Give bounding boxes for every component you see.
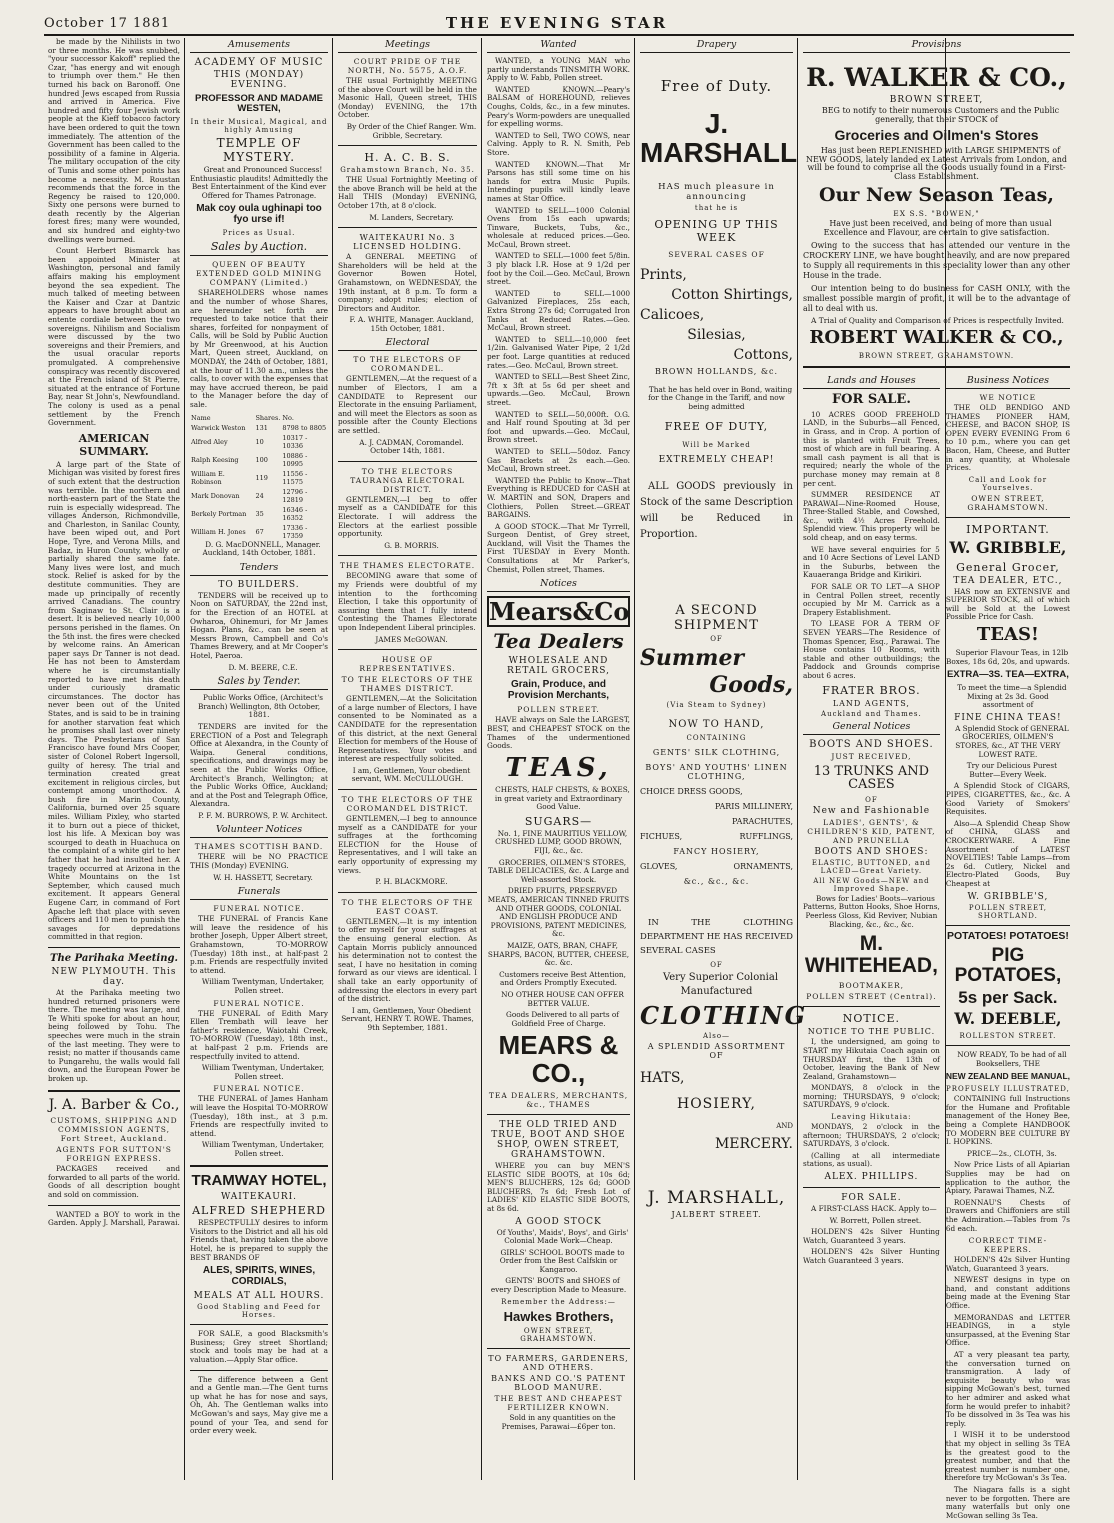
wanted-ad: WANTED KNOWN.—Peary's BALSAM of HOREHOUND, relieves Coughs, Colds, &c., in a few minutes. Peary's Worm-powders are unequalled for expelling worms.: [487, 84, 630, 129]
important: IMPORTANT.: [966, 522, 1050, 536]
pollen-central: POLLEN STREET (Central).: [806, 992, 937, 1002]
ex: EX S.S. "BOWEN,": [893, 209, 980, 219]
academy-night: THIS (MONDAY) EVENING.: [213, 70, 305, 90]
item: BOYS' AND YOUTHS' LINEN CLOTHING,: [645, 762, 788, 781]
intention: Our intention being to do business for CASH ONLY, with the smallest possible margin of profit, it will be to the advantage of all to deal with us.: [803, 283, 1070, 313]
thames-electorate: THE THAMES ELECTORATE.: [339, 561, 476, 571]
coach: I, the undersigned, am going to START my Hikutaia Coach again on THURSDAY first, the 13th of October, leaving the Bank of New Zealand, Grahamstown—: [803, 1037, 940, 1081]
good-stock: A GOOD STOCK: [515, 1216, 602, 1227]
house: HOUSE OF REPRESENTATIVES.: [359, 655, 456, 674]
calling: (Calling at all intermediate stations, as usual).: [803, 1150, 940, 1169]
wanted-ad: WANTED to SELL—Best Sheet Zinc, 7ft x 3ft at 5s 6d per sheet and upwards.—Geo. McCaul, Brown street.: [487, 372, 630, 407]
meals: MEALS AT ALL HOURS.: [193, 1291, 325, 1302]
funeral-sig: William Twentyman, Undertaker, Pollen street.: [201, 1140, 325, 1158]
item: CHOICE DRESS GOODS,: [640, 786, 743, 796]
court: COURT PRIDE OF THE NORTH, No. 5575, A.O.F.: [347, 57, 468, 75]
temple: TEMPLE OF MYSTERY.: [216, 135, 302, 164]
chests: CHESTS, HALF CHESTS, & BOXES, in great variety and Extraordinary Good Value.: [494, 785, 630, 812]
column-rule: [332, 38, 333, 1480]
news-text: Count Herbert Bismarck has been appointed Minister at Washington, personal and family affairs making his employment beyond the sea expedient. The much talked of meeting between the Kaiser and Czar at Dantzic appears to have brought about an entente cordiale between the two sovereigns. Nihilism and Socialism were discussed by the two sovereigns and their Premiers, and the usual oracular reports promulgated. A comprehensive conspiracy was recently discovered at the French island of St Pierre, situated at the entrance of Fortune Bay, near St John's, Newfoundland. The colony is used as a penal settlement by the French Government.: [48, 246, 180, 428]
notice: NOTICE.: [842, 1012, 901, 1026]
holdens3: HOLDEN'S 42s Silver Hunting Watch, Guaranteed 3 years.: [945, 1255, 1070, 1273]
mercery: MERCERY.: [714, 1135, 793, 1152]
band-text: THERE will be NO PRACTICE THIS (Monday) EVENING.: [190, 852, 328, 871]
table-row: Berkely Portman 35 16346 - 16352: [191, 505, 308, 522]
waitekauri-sig: F. A. WHITE, Manager. Auckland, 15th October, 1881.: [349, 315, 474, 333]
maize: MAIZE, OATS, BRAN, CHAFF, SHARPS, BACON, BUTTER, CHEESE, &c. &c.: [487, 941, 630, 968]
thames2-text: GENTLEMEN,—At the Solicitation of a large number of Electors, I have consented to be Nominated as a CANDIDATE for the representation of this district, at the next General Election for members of the House of Representatives. Your votes and interest are respectfully solicited.: [338, 694, 477, 764]
section-funerals: Funerals: [190, 885, 328, 900]
column-rule: [797, 38, 798, 1480]
news-text: be made by the Nihilists in two or three months. He was snubbed, "your successor Kakoff" replied the Czar, "has energy and wit enough to triumph over them." He then turned his back on Baronoff. One hundred Jews escaped from Russia and arrived in America. Five hundred and fifty four Jewish work people at the Kieff tobacco factory have been ordered to quit the town immediately. The attention of the Government has been called to the possibility of a famine in Algeria. The military occupation of the city of Tunis and some other points has become a necessity. M. Roustan recommends that the force in the Regency be raised to 120,000. Sixty one persons were burned to death recently by the Algerian forest fires; many were wounded, and six hundred and eighty-two dwellings were burned.: [48, 37, 180, 244]
grahamstown-branch: Grahamstown Branch, No. 35.: [340, 166, 475, 175]
prices: Prices as Usual.: [222, 229, 296, 238]
pwo: Public Works Office, (Architect's Branch) Wellington, 8th October, 1881.: [197, 693, 323, 720]
superior: Superior Flavour Teas, in 12lb Boxes, 18s 6d, 20s, and upwards.: [946, 647, 1070, 666]
column-4: [483, 38, 634, 1486]
rolleston: ROLLESTON STREET.: [959, 1032, 1057, 1041]
cheap: EXTREMELY CHEAP!: [658, 454, 775, 465]
section-amusements: Amusements: [190, 38, 328, 53]
thames-sig: JAMES McGOWAN.: [375, 634, 448, 644]
leaving: Leaving Hikutaia:: [831, 1113, 912, 1122]
item: PARIS MILLINERY,: [714, 801, 793, 811]
best-fert: THE BEST AND CHEAPEST FERTILIZER KNOWN.: [494, 1394, 623, 1413]
success: Great and Pronounced Success! Enthusiastic plaudits! Admittedly the Best Entertainment of the Kind ever Offered for Thames Patronage.: [190, 164, 328, 200]
marshall: J. MARSHALL: [640, 108, 798, 169]
pig: PIG POTATOES,: [954, 944, 1062, 986]
section-volunteer: Volunteer Notices: [190, 823, 328, 838]
owing: Owing to the success that has attended our venture in the CROCKERY LINE, we have bought heavily, and are now prepared to Supply all requirements in this speciality lower than any other House in the trade.: [803, 240, 1070, 280]
stabling: Good Stabling and Feed for Horses.: [197, 1303, 321, 1320]
sugars-list: No. 1, FINE MAURITIUS YELLOW, CRUSHED LUMP, GOOD BROWN, FIJI, &c., &c.: [495, 828, 628, 856]
funeral-sig: William Twentyman, Undertaker, Pollen street.: [201, 977, 325, 995]
east: TO THE ELECTORS OF THE EAST COAST.: [341, 897, 474, 916]
wish: I WISH it to be understood that my object in selling 3s TEA is the greatest good to the greatest number, and that the greatest number is number one, therefore try McGowan's 3s Tea.: [945, 1430, 1070, 1483]
section-sales-tender: Sales by Tender.: [190, 675, 328, 690]
funeral-sig: William Twentyman, Undertaker, Pollen street.: [201, 1063, 325, 1081]
via: (Via Steam to Sydney): [666, 700, 767, 709]
glass: Also—A Splendid Cheap Show of CHINA, GLASS and CROCKERYWARE. A Fine Assortment of LATEST NOVELTIES! Table Lamps—from 2s 6d. Cutlery, Nickel and Electro-Plated Goods, Buy Cheapest at: [945, 818, 1070, 888]
dateline: NEW PLYMOUTH. This day.: [51, 966, 177, 987]
colonial: Very Superior Colonial Manufactured: [662, 971, 779, 997]
holdens1: HOLDEN'S 42s Silver Hunting Watch, Guaranteed 3 years.: [803, 1227, 940, 1245]
received: Have just been received, and being of more than usual Excellence and Flavour, are certain to give satisfaction.: [823, 219, 1052, 238]
sugars: SUGARS—: [524, 814, 593, 828]
teas: TEAS!: [976, 624, 1039, 646]
coro2-text: GENTLEMEN,—I beg to announce myself as a CANDIDATE for your suffrages at the forthcoming ELECTION for the House of Representatives, and I will take an early opportunity of expressing my views.: [338, 814, 477, 875]
queen-text: SHAREHOLDERS whose names and the number of whose Shares, are hereunder set forth are requested to take notice that their shares, forfeited for nonpayment of Calls, will be Sold by Public Auction by Mr Greenwood, at his Auction Mart, Queen street, Auckland, on MONDAY, the 24th of October, 1881, at the hour of 11.30 a.m., unless the calls, to cover with the expenses that may have accrued thereon, be paid to the Manager before the day of sale.: [190, 288, 328, 410]
remember: Remember the Address:—: [501, 1297, 616, 1306]
tea-dealer: TEA DEALER, ETC.,: [953, 575, 1063, 586]
tauranga-sig: G. B. MORRIS.: [384, 540, 439, 550]
lands4: FOR SALE OR TO LET—A SHOP in Central Pollen street, recently occupied by Mr M. Carrick as a Drapery Establishment.: [803, 582, 940, 617]
mears-sub: TEA DEALERS, MERCHANTS, &c., THAMES: [488, 1090, 629, 1109]
frater: FRATER BROS.: [822, 683, 921, 697]
shares-table: Name Shares. No. Warwick Weston 131 8798 to 8805 Alfred Aley 10 10317 - 10336 Ralph Keesing 100 10886 - 10995 William E. Robinson 119 11556 - 11575 Mark Donovan 24 12796 - 12819 Berkely Portman 35 16346 - 16352 William H. Jones 67 17336 - 17359: [191, 413, 327, 540]
times1: MONDAYS, 8 o'clock in the morning; THURSDAYS, 9 o'clock; SATURDAYS, 9 o'clock.: [803, 1083, 940, 1110]
hawkes: Hawkes Brothers,: [503, 1308, 614, 1324]
funeral-text: THE FUNERAL of Edith Mary Ellen Trembath will leave her father's residence, Waiotahi Creek, TO-MORROW (Tuesday), 18th inst., at half-past 2 p.m. Friends are respectfully invited to attend.: [190, 1008, 328, 1061]
robert-sub: BROWN STREET, GRAHAMSTOWN.: [858, 352, 1015, 361]
coro2-sig: P. H. BLACKMORE.: [375, 877, 448, 887]
tauranga-text: GENTLEMEN,—I beg to offer myself as a CANDIDATE for this Electorate. I will address the Electors at the earliest possible opportunity.: [338, 494, 477, 539]
groceries: Groceries and Oilmen's Stores: [834, 127, 1039, 144]
has: HAS now an EXTENSIVE and SUPERIOR STOCK, all of which will be Sold at the Lowest Possible Price for Cash.: [945, 586, 1070, 622]
wholesale: WHOLESALE AND RETAIL GROCERS,: [506, 656, 611, 677]
grocer: General Grocer,: [956, 560, 1060, 574]
wanted-ad: A GOOD STOCK.—That Mr Tyrrell, Surgeon Dentist, of Grey street, Auckland, will Visit the Thames the First TUESDAY in Every Month. Consultations at Mr Parker's, Chemist, Pollen street, Thames.: [487, 521, 630, 574]
top-rule: [44, 34, 1074, 36]
table-row: William H. Jones 67 17336 - 17359: [191, 523, 308, 540]
cotton: Cotton Shirtings,: [671, 286, 793, 303]
bee: NEW ZEALAND BEE MANUAL,: [945, 1071, 1071, 1082]
boot-shop: THE OLD TRIED AND TRUE, BOOT AND SHOE SHOP, OWEN STREET, GRAHAMSTOWN.: [491, 1119, 626, 1160]
china: FINE CHINA TEAS!: [954, 712, 1062, 723]
youths: Of Youths', Maids', Boys', and Girls' Colonial Made Work—Cheap.: [496, 1227, 629, 1246]
east-text: GENTLEMEN,—It is my intention to offer myself for your suffrages at the ensuing general election. As Captain Morris publicly announced his determination not to contest the seat, I have no hesitation in coming forward as our views are identical. I shall take an early opportunity of addressing the electors in every part of the district.: [338, 916, 477, 1004]
gribbles: W. GRIBBLE'S,: [967, 891, 1049, 902]
hack: A FIRST-CLASS HACK. Apply to—: [811, 1204, 937, 1214]
pollen-short: POLLEN STREET, SHORTLAND.: [968, 903, 1047, 920]
funeral-text: THE FUNERAL of Francis Kane will leave the residence of his brother Joseph, Upper Albert street, Grahamstown, TO-MORROW (Tuesday) 18th inst., at half-past 2 p.m. Friends are respectfully invited to attend.: [190, 914, 328, 975]
niagara: The Niagara falls is a sight never to be forgotten. There are many waterfalls but only one McGowan selling 3s Tea.: [945, 1484, 1070, 1520]
professor-sub: In their Musical, Magical, and highly Amusing: [190, 117, 328, 134]
item: PARACHUTES,: [732, 816, 793, 826]
wanted-ad: WANTED the Public to Know—That Everything is REDUCED for CASH at W. MARTIN and SON, Drapers and Clothiers, Pollen Street.—GREAT BARGAINS.: [487, 475, 630, 520]
prints: Prints,: [640, 266, 687, 283]
pwo-text: TENDERS are invited for the ERECTION of a Post and Telegraph Office at Alexandra, in the County of Waipa. General conditions, specifications, and drawings may be seen at the Public Works Office, Architect's Branch, Wellington; at the Public Works Office, Auckland; and at the Post and Telegraph Office, Alexandra.: [190, 721, 328, 809]
funeral-heading: FUNERAL NOTICE.: [213, 1084, 305, 1094]
marshall2: J. MARSHALL,: [647, 1187, 786, 1208]
wanted-ad: WANTED to SELL—50doz. Fancy Gas Brackets at 2s each.—Geo. McCaul, Brown street.: [487, 446, 630, 474]
contains: CONTAINING full Instructions for the Humane and Profitable management of the Honey Bee, being a Complete HANDBOOK TO MODERN BEE CULTURE BY I. HOPKINS.: [945, 1094, 1070, 1147]
section-wanted: Wanted: [487, 38, 630, 53]
whitehead: M. WHITEHEAD,: [804, 932, 938, 978]
news-text: At the Parihaka meeting two hundred returned prisoners were there. The meeting was large, and Te Whiti spoke for about an hour, being followed by Tohu. The speeches were much in the strain of the last meeting. They were to resist; no matter if thousands came to Pungarehu, the walls would fall down, and the European Power be broken up.: [48, 987, 180, 1083]
sold: Sold in any quantities on the Premises, Parawai—£6per ton.: [501, 1413, 616, 1431]
several: SEVERAL CASES OF: [668, 249, 765, 259]
meet: To meet the time—a Splendid Mixing at 2s 3d. Good assortment of: [957, 683, 1067, 710]
girls: GIRLS' SCHOOL BOOTS made to Order from the Best Calfskin or Kangaroo.: [499, 1247, 625, 1274]
american-summary-heading: AMERICAN SUMMARY.: [78, 431, 150, 458]
column-rule: [634, 38, 635, 1480]
academy: ACADEMY OF MUSIC: [194, 57, 324, 68]
trial: A Trial of Quality and Comparison of Prices is respectfully Invited.: [811, 315, 1064, 325]
waitekauri-holding: WAITEKAURI No. 3 LICENSED HOLDING.: [353, 233, 462, 252]
boots: BOOTS AND SHOES.: [809, 738, 934, 750]
forsale2: FOR SALE.: [841, 1193, 902, 1204]
section-general: General Notices: [803, 720, 940, 735]
groceries: GROCERIES, OILMEN'S STORES, TABLE DELICACIES, &c. A Large and Well-assorted Stock.: [487, 857, 630, 884]
wanted-ad: WANTED to SELL—1000 feet 5/8in. 3 ply black I.R. Hose at 9 1/2d per foot by the Coil.—Geo. McCaul, Brown street.: [487, 251, 630, 287]
wanted-ad: WANTED, a YOUNG MAN who partly understands TINSMITH WORK. Apply to W. Fabb, Pollen street.: [487, 56, 630, 83]
section-electoral: Electoral: [338, 336, 477, 351]
marked: Will be Marked: [682, 440, 751, 449]
column-5: [636, 38, 808, 1486]
times2: MONDAYS, 2 o'clock in the afternoon; THURSDAYS, 2 o'clock; SATURDAYS, 3 o'clock.: [803, 1122, 940, 1149]
price: PRICE—2s., CLOTH, 3s.: [966, 1148, 1057, 1158]
potatoes: POTATOES! POTATOES!: [946, 929, 1069, 942]
builders: TO BUILDERS.: [218, 579, 300, 590]
table-row: William E. Robinson 119 11556 - 11575: [191, 469, 308, 486]
tea-dealers: Tea Dealers: [493, 629, 624, 654]
auckland: Auckland and Thames.: [821, 709, 922, 718]
forsale: FOR SALE.: [831, 392, 911, 408]
all-goods: ALL GOODS previously in Stock of the same Description will be Reduced in Proportion.: [640, 480, 793, 540]
fruits: DRIED FRUITS, PRESERVED MEATS, AMERICAN TINNED FRUITS AND OTHER GOODS, COLONIAL AND ENGLISH PRODUCE AND PROVISIONS, PATENT MEDICINES, &c.: [487, 886, 630, 939]
lists: Now Price Lists of all Apiarian Supplies may be had on application to the author, the Apiary, Parawai Thames, N.Z.: [945, 1160, 1070, 1196]
court-sig: By Order of the Chief Ranger. Wm. Gribble, Secretary.: [346, 121, 477, 140]
free2: FREE OF DUTY,: [664, 419, 769, 433]
business-column: [946, 374, 1070, 1523]
now-ready: NOW READY, To be had of all Booksellers, THE: [957, 1050, 1067, 1068]
clothing: CLOTHING: [640, 1000, 808, 1030]
cigars: A Splendid Stock of CIGARS, PIPES, CIGARETTES, &c., &c. A Good Variety of Smokers' Requisites.: [945, 781, 1070, 817]
held: That he has held over in Bond, waiting for the Change in the Tariff, and now being admitted: [648, 384, 793, 411]
new-fash: New and Fashionable: [812, 805, 931, 816]
section-drapery: Drapery: [640, 38, 793, 53]
summer: Summer: [640, 644, 745, 671]
coro-sig: A. J. CADMAN, Coromandel. October 14th, 1881.: [359, 437, 464, 456]
wanted-ad: WANTED to SELL—1000 Colonial Ovens from 15s each upwards; Tinware, Buckets, Tubs, &c., wholesale at reduced prices.—Geo. McCaul, Brown street.: [487, 205, 630, 249]
lands-column: [803, 374, 940, 1523]
lands5: TO LEASE FOR A TERM OF SEVEN YEARS—The Residence of Thomas Spencer, Esq., Parawai. The House contains 10 Rooms, with stable and other outbuildings; the Paddock and Grounds comprise about 6 acres.: [803, 619, 940, 680]
masthead: [0, 0, 1114, 34]
mears-2: MEARS & CO.,: [498, 1030, 619, 1088]
table-row: Mark Donovan 24 12796 - 12819: [191, 487, 308, 504]
queen-co: QUEEN OF BEAUTY EXTENDED GOLD MINING COMPANY (Limited.): [196, 260, 322, 288]
containing: CONTAINING: [686, 733, 747, 742]
all-new: All NEW Goods—NEW and Improved Shape.: [813, 876, 930, 893]
mears-logo: Mears&Co: [489, 597, 630, 627]
funeral-heading: FUNERAL NOTICE.: [213, 904, 305, 914]
walker: R. WALKER & CO.,: [806, 63, 1067, 92]
builders-sig: D. M. BEERE, C.E.: [228, 662, 298, 672]
gloves-row: GLOVES, ORNAMENTS,: [640, 861, 793, 871]
just: JUST RECEIVED,: [831, 751, 912, 761]
coro2: TO THE ELECTORS OF THE COROMANDEL DISTRICT.: [341, 795, 474, 814]
barber-agents: AGENTS FOR SUTTON'S FOREIGN EXPRESS.: [56, 1145, 172, 1164]
borrett: W. Borrett, Pollen street.: [829, 1215, 922, 1225]
have: HAVE always on Sale the LARGEST, BEST, and CHEAPEST STOCK on the Thames of the undermentioned Goods.: [487, 715, 630, 751]
section-notices: Notices: [487, 577, 630, 592]
thames-text: BECOMING aware that some of my Friends were doubtful of my intention to the forthcoming Election, I take this opportunity of assuring them that I fully intend Contesting the Thames Electorate upon Independent Liberal principles.: [338, 571, 477, 632]
manager-sig: D. G. MacDONNELL, Manager. Auckland, 14th October, 1881.: [202, 539, 321, 558]
section-tenders: Tenders: [190, 561, 328, 576]
boot-text: WHERE you can buy MEN'S ELASTIC SIDE BOOTS, at 10s 6d; MEN'S BLUCHERS, 12s 6d; GOOD BLUCHERS, 7s 6d; Fresh Lot of LADIES' KID ELASTIC SIDE BOOTS, at 8s 6d.: [487, 1160, 630, 1213]
section-auction: Sales by Auction.: [190, 239, 328, 256]
elastic: ELASTIC, BUTTONED, and LACED—Great Variety.: [811, 858, 931, 875]
shepherd-text: RESPECTFULLY desires to inform Visitors to the District and all his old Friends that, having taken the above Hotel, he is prepared to supply the BEST BRANDS OF: [190, 1218, 328, 1262]
thames2-sig: I am, Gentlemen, Your obedient servant, WM. McCULLOUGH.: [351, 765, 471, 784]
we-notice: WE NOTICE: [979, 393, 1037, 403]
forsale: FOR SALE, a good Blacksmith's Business; Grey street Shortland; stock and tools may be had at a valuation.—Apply Star office.: [190, 1329, 328, 1364]
parihaka-heading: The Parihaka Meeting.: [50, 952, 178, 964]
fichues-row: FICHUES, RUFFLINGS,: [640, 831, 793, 841]
section-provisions: Provisions: [803, 38, 1070, 53]
ales: ALES, SPIRITS, WINES, CORDIALS,: [202, 1265, 316, 1287]
pwo-sig: P. F. M. BURROWS, P. W. Architect.: [198, 810, 328, 820]
call: Call and Look for Yourselves.: [968, 475, 1048, 492]
memo: MEMORANDAS and LETTER HEADINGS, in a style unsurpassed, at the Evening Star Office.: [945, 1312, 1070, 1348]
table-row: Alfred Aley 10 10317 - 10336: [191, 433, 308, 450]
section-lands: Lands and Houses: [803, 374, 940, 389]
hacbs: H. A. C. B. S.: [364, 151, 451, 165]
brown-st: BROWN STREET,: [889, 95, 984, 106]
barber-text: PACKAGES received and forwarded to all parts of the world. Goods of all description bought and sold on commission.: [48, 1164, 180, 1199]
newspaper-title: THE EVENING STAR: [445, 14, 669, 32]
tramway-hotel: TRAMWAY HOTEL,: [191, 1171, 327, 1189]
gribble: W. GRIBBLE,: [949, 537, 1067, 557]
column-rule: [481, 38, 482, 1480]
bootmaker: BOOTMAKER,: [838, 981, 904, 991]
professor: PROFESSOR AND MADAME WESTEN,: [195, 93, 323, 114]
etc: &c., &c., &c.: [683, 876, 750, 886]
column-rule: [184, 38, 185, 1480]
land-agents: LAND AGENTS,: [832, 698, 910, 708]
also: Also—: [702, 1031, 731, 1040]
builders-text: TENDERS will be received up to Noon on SATURDAY, the 22nd inst, for the Erection of an HOTEL at Owharoa, Ohinemuri, for Mr James Hogan. Plans, &c., can be seen at Messrs Brown, Campbell and Co's Thames Brewery, and at Mr Cooper's Hotel, Paeroa.: [190, 590, 328, 660]
wanted-ad: WANTED to SELL—1000 Galvanized Fireplaces, 25s each, Extra Strong 27s 6d; Corrugated Iron Tanks at Reduced Rates.—Geo. McCaul, Brown street.: [487, 288, 630, 333]
tauranga: TO THE ELECTORS TAURANGA ELECTORAL DISTRICT.: [350, 466, 465, 494]
butter: Try our Delicious Purest Butter—Every Week.: [966, 761, 1057, 779]
funeral-heading: FUNERAL NOTICE.: [213, 998, 305, 1008]
new-teas: Our New Season Teas,: [818, 183, 1054, 206]
hosiery2: HOSIERY,: [676, 1095, 757, 1112]
thames2: TO THE ELECTORS OF THE THAMES DISTRICT.: [341, 675, 474, 694]
now: NOW TO HAND,: [668, 718, 765, 730]
splendid: A Splendid Stock of GENERAL GROCERIES, OILMEN'S STORES, &c., AT THE VERY LOWEST RATE.: [955, 723, 1069, 759]
shepherd: ALFRED SHEPHERD: [192, 1204, 326, 1218]
barber-title: J. A. Barber & Co.,: [48, 1096, 180, 1113]
coro-text: GENTLEMEN,—At the request of a number of Electors, I am a CANDIDATE to Represent our Electorate in the ensuing Parliament, and will meet the Electors as soon as possible after the County Elections are settled.: [338, 374, 477, 436]
item: GENTS' SILK CLOTHING,: [652, 747, 781, 757]
wanted-ad: WANTED KNOWN.—That Mr Parsons has still some time on his hands for extra Music Pupils. Intending pupils will kindly leave names at Star Office.: [487, 159, 630, 203]
correct: CORRECT TIME-KEEPERS.: [968, 1236, 1048, 1255]
coro: TO THE ELECTORS OF COROMANDEL.: [353, 355, 462, 374]
lands3: WE have several enquiries for 5 and 10 Acre Sections of Level LAND in the Suburbs, between the Kauaeranga Bridge and Kirikiri.: [803, 544, 940, 580]
diff: The difference between a Gent and a Gentle man.—The Gent turns up what he has for nose and says, Oh, Ah. The Gentleman walks into McGowan's and says, May give me a pound of your Tea, and send for order every week.: [190, 1374, 328, 1436]
table-row: Ralph Keesing 100 10886 - 10995: [191, 451, 308, 468]
east-sig: I am, Gentlemen, Your Obedient Servant, HENRY T. ROWE. Thames, 9th September, 1881.: [341, 1005, 474, 1032]
replenished: Has just been REPLENISHED with LARGE SHIPMENTS of NEW GOODS, lately landed ex Latest Arrivals from London, and will be found to comprise all the Goods usually found in a First-Class Establishment.: [805, 146, 1068, 181]
goldfield: Goods Delivered to all parts of Goldfield Free of Charge.: [505, 1010, 619, 1028]
that: that he is: [694, 203, 739, 212]
cottons: Cottons,: [733, 346, 793, 363]
column-2: [186, 38, 332, 1486]
hacbs-text: THE Usual Fortnightly Meeting of the above Branch will be held at the Hall THIS (Monday) EVENING, October 17th, at 8 o'clock.: [338, 175, 477, 210]
of: OF: [710, 634, 723, 643]
robert: ROBERT WALKER & CO.,: [809, 327, 1064, 349]
teas: TEAS,: [505, 752, 612, 783]
free-of-duty: Free of Duty.: [660, 77, 773, 95]
goods: Goods,: [709, 671, 793, 698]
ladies: LADIES', GENTS', & CHILDREN'S KID, PATENT, AND PRUNELLA: [807, 817, 936, 845]
section-meetings: Meetings: [338, 38, 477, 53]
brown-hollands: BROWN HOLLANDS, &c.: [654, 366, 778, 376]
band: THAMES SCOTTISH BAND.: [194, 842, 324, 852]
banks: BANKS AND CO.'S PATENT BLOOD MANURE.: [491, 1374, 626, 1393]
section-business: Business Notices: [946, 374, 1070, 389]
of: OF: [865, 795, 878, 804]
barber-subtitle: CUSTOMS, SHIPPING AND COMMISSION AGENTS, Fort Street, Auckland.: [50, 1116, 178, 1144]
splendid: A SPLENDID ASSORTMENT OF: [647, 1041, 786, 1060]
calicoes: Calicoes,: [640, 306, 705, 323]
grain: Grain, Produce, and Provision Merchants,: [507, 679, 610, 701]
customers: Customers receive Best Attention, and Orders Promptly Executed.: [499, 969, 626, 988]
news-text: A large part of the State of Michigan was visited by forest fires of such extent that the destruction was terrible. In the northern and north-eastern part of the State the ruin is especially widespread. The villages Anderson, Richmondville, and Charleston, in Sanilac County, have been wiped out, and Port Hope, Tyre, and Verona Mills, and Badaz, in Huron County, wholly or partially shared the same fate. Many lives were lost, and much stock. Relief is asked for by the destitute communities. They are made up principally of recently arrived Canadians. The country from Saginaw to St. Clair is a desert. It is believed nearly 10,000 persons perished in the flames. On the 5th inst. the fires were checked by welcome rains. An American paper says Dr Tanner is not dead. He has not been to Amsterdam where he is circumstantially reported to have met his death under curiously dramatic circumstances. The doctor has never been out of the United States, and is said to be in training for another starvation feat which he promises shall last over ninety days. The Presbyterians of San Francisco have found Mrs Cooper, sister of Colonel Robert Ingersoll, guilty of heresy. The trial and termination created great excitement in religious circles, but contempt among unorthodox. A bush fire in Marin County, California, burned over 25 square miles. William Pixley, who started it to burn out a piece of thicket, lost his life. A Mexican boy was scourged to death in Huachuca on the complaint of a white girl to her father that he had insulted her. A tragedy occurred at Arizona in the White Mountains on the 1st September, which caused much excitement. It appears General Eugene Carr, in command of Fort Apache left that place with seven officers and 110 men to punish the savages for depredations committed in that region.: [48, 459, 180, 942]
bows: Bows for Ladies' Boots—various Patterns, Button Hooks, Shoe Horns, Peerless Gloss, Kid Reviver, Nubian Blacking, &c., &c., &c.: [803, 893, 940, 929]
pollen: POLLEN STREET.: [517, 705, 600, 715]
nohouse: NO OTHER HOUSE CAN OFFER BETTER VALUE.: [501, 989, 624, 1008]
hats: HATS,: [640, 1069, 685, 1086]
gents: GENTS' BOOTS and SHOES of every Description Made to Measure.: [490, 1276, 627, 1295]
waitekauri: WAITEKAURI.: [220, 1192, 298, 1203]
wanted-ad: WANTED to Sell, TWO COWS, near Calving. Apply to R. N. Smith, Peb Store.: [487, 130, 630, 157]
column-3: [334, 38, 481, 1486]
column-1: [44, 38, 184, 1486]
and: AND: [776, 1121, 793, 1130]
farmers: TO FARMERS, GARDENERS, AND OTHERS.: [488, 1354, 629, 1373]
waitekauri-text: A GENERAL MEETING of Shareholders will be held at the Governor Bowen Hotel, Grahamstown, on WEDNESDAY, the 19th instant, at 8 p.m. To form a company; adopt rules; election of Directors and Auditor.: [338, 252, 477, 313]
clothing-dept: IN THE CLOTHING DEPARTMENT HE HAS RECEIVED SEVERAL CASES: [640, 917, 793, 956]
wanted-boy: WANTED a BOY to work in the Garden. Apply J. Marshall, Parawai.: [48, 1209, 180, 1228]
hawkes-sub: OWEN STREET, GRAHAMSTOWN.: [520, 1327, 597, 1344]
funeral-text: THE FUNERAL of James Hanham will leave the Hospital TO-MORROW (Tuesday), 18th inst., at 3 p.m. Friends are respectfully invited to attend.: [190, 1094, 328, 1138]
opening: OPENING UP THIS WEEK: [654, 217, 779, 244]
phillips: ALEX. PHILLIPS.: [824, 1172, 919, 1183]
wanted-ad: WANTED to SELL—10,000 feet 1/2in. Galvanised Water Pipe, 2 1/2d per foot. Large quantities at reduced rates.—Geo. McCaul, Brown street.: [487, 334, 630, 370]
boots2: BOOTS AND SHOES:: [814, 846, 929, 857]
extra: EXTRA—3S. TEA—EXTRA,: [946, 669, 1069, 681]
column-6: [799, 38, 1074, 1520]
maori-line: Mak coy oula ughinapi too fyo urse if!: [196, 203, 322, 225]
lower-split: [803, 374, 1070, 1523]
bendigo: THE OLD BENDIGO AND THAMES PIONEER HAM, CHEESE, and BACON SHOP, IS OPEN EVERY EVENING From 6 to 10 p.m., where you can get Bacon, Ham, Cheese, and Butter in any quantity, at Wholesale Prices.: [945, 403, 1070, 473]
lands1: 10 ACRES GOOD FREEHOLD LAND, in the Suburbs—all Fenced, in Grass, and in Crop. A portion of this is planted with Fruit Trees, most of which are in full bearing. A small cash payment is all that is required; nearly the whole of the purchase money may remain at 8 per cent.: [803, 409, 940, 488]
second: A SECOND SHIPMENT: [674, 602, 759, 633]
sack: 5s per Sack.: [958, 988, 1058, 1008]
hosiery: FANCY HOSIERY,: [673, 846, 760, 856]
beg: BEG to notify to their numerous Customers and the Public generally, that their STOCK of: [821, 106, 1060, 124]
wanted-ad: WANTED to SELL—50,000ft. O.G. and Half round Spouting at 3d per foot and upwards.—Geo. McCaul, Brown street.: [487, 409, 630, 445]
lands2: SUMMER RESIDENCE AT PARAWAI—Nine-Roomed House, Three-Stalled Stable, and Cowshed, &c., with 4½ Acres Freehold. Splendid view. This property will be sold cheap, and on easy terms.: [803, 490, 940, 543]
jalbert: JALBERT STREET.: [671, 1209, 762, 1219]
owen: OWEN STREET, GRAHAMSTOWN.: [967, 493, 1049, 512]
notice-public: NOTICE TO THE PUBLIC.: [807, 1027, 936, 1037]
holdens2: HOLDEN'S 42s Silver Hunting Watch Guaranteed 3 years.: [803, 1247, 940, 1265]
issue-date: October 17 1881: [44, 16, 171, 31]
of2: OF: [710, 960, 723, 969]
table-row: Warwick Weston 131 8798 to 8805: [191, 423, 327, 432]
band-sig: W. H. HASSETT, Secretary.: [213, 872, 313, 882]
silesias: Silesias,: [687, 326, 746, 343]
deeble: W. DEEBLE,: [954, 1009, 1062, 1029]
has: HAS much pleasure in announcing: [658, 181, 775, 202]
hacbs-sig: M. Landers, Secretary.: [369, 212, 454, 222]
tea-party: AT a very pleasant tea party, the conversation turned on transmigration. A lady of exquisite beauty who was sipping McGowan's best, turned to her admirer and asked what form he would prefer to inhabit? To be dissolved in 3s Tea was his reply.: [945, 1350, 1070, 1428]
newest: NEWEST designs in type on hand, and constant additions being made at the Evening Star Office.: [945, 1275, 1070, 1311]
court-text: THE usual Fortnightly MEETING of the above Court will be held in the Masonic Hall, Queen street, THIS (Monday) EVENING, the 17th October.: [338, 76, 477, 120]
trunks: 13 TRUNKS AND CASES: [813, 763, 930, 793]
roennau: ROENNAU'S Chests of Drawers and Chiffoniers are still the Admiration.—Tables from 7s 6d each.: [945, 1197, 1070, 1233]
profusely: PROFUSELY ILLUSTRATED,: [946, 1085, 1070, 1094]
